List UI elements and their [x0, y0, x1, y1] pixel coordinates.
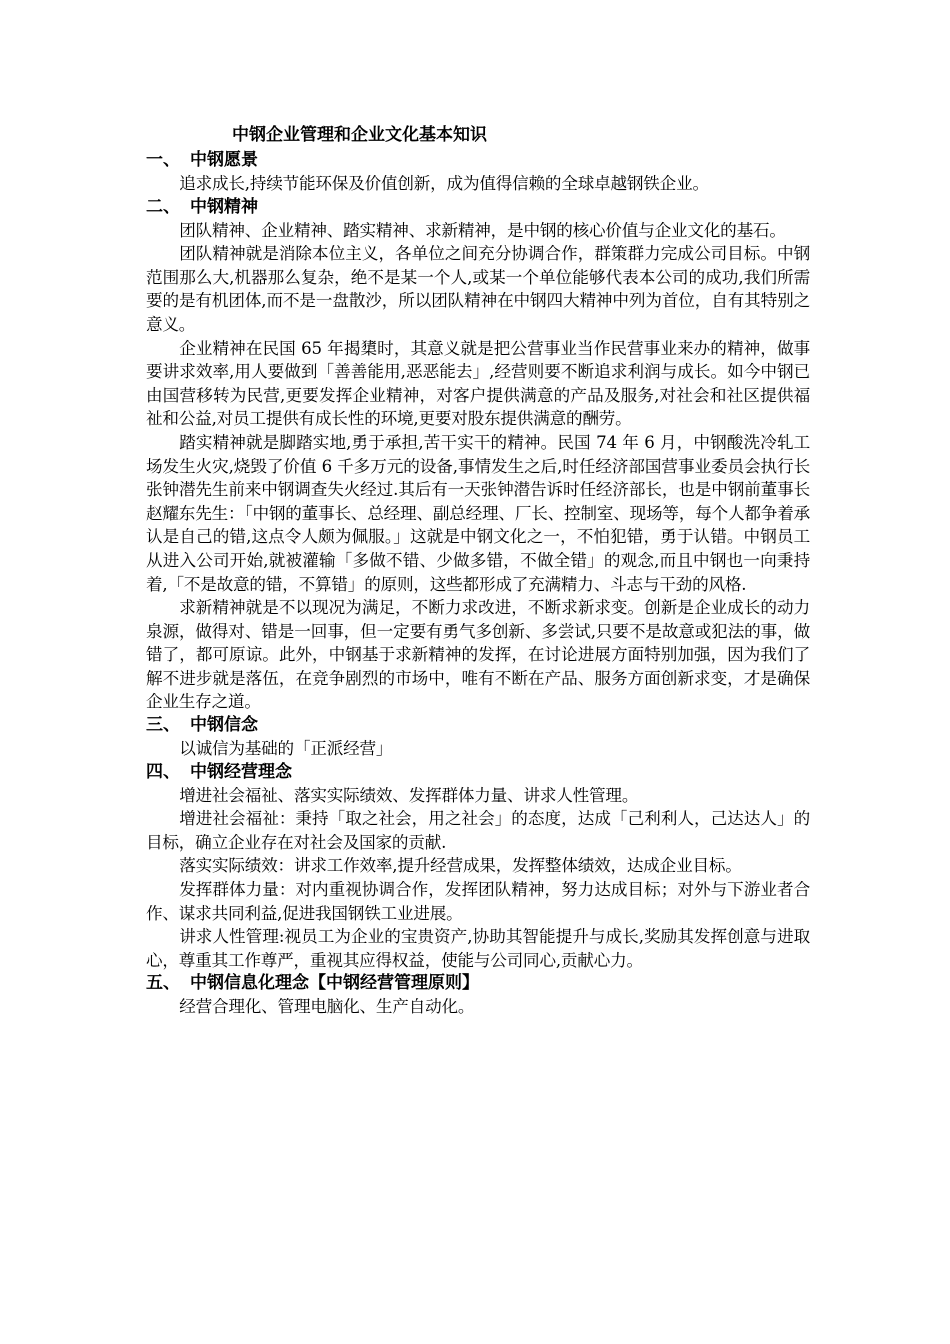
- section-heading-informatization: [146, 972, 810, 995]
- section-heading-belief: [146, 714, 810, 737]
- section-title: 中钢愿景: [190, 150, 258, 170]
- paragraph: 增进社会福祉：秉持「取之社会，用之社会」的态度，达成「己利利人，己达达人」的目标，确立企业存在对社会及国家的贡献.: [146, 809, 810, 852]
- paragraph: 讲求人性管理:视员工为企业的宝贵资产,协助其智能提升与成长,奖励其发挥创意与进取心，尊重其工作尊严，重视其应得权益，使能与公司同心,贡献心力。: [146, 927, 810, 970]
- section-title: 中钢信息化理念【中钢经营管理原则】: [190, 973, 479, 994]
- section-number: 三、: [146, 715, 180, 736]
- paragraph: 企业精神在民国 65 年揭橥时，其意义就是把公营事业当作民营事业来办的精神，做事要讲求效率,用人要做到「善善能用,恶恶能去」,经营则要不断追求利润与成长。如今中钢已由国营移转为民营,更要发挥企业精神，对客户提供满意的产品及服务,对社会和社区提供福祉和公益,对员工提供有成长性的环境,更要对股东提供满意的酬劳。: [146, 338, 810, 429]
- paragraph: 以诚信为基础的「正派经营」: [179, 739, 393, 759]
- document-title: 中钢企业管理和企业文化基本知识: [232, 125, 487, 145]
- paragraph: 求新精神就是不以现况为满足，不断力求改进，不断求新求变。创新是企业成长的动力泉源，做得对、错是一回事，但一定要有勇气多创新、多尝试,只要不是故意或犯法的事，做错了，都可原谅。此外，中钢基于求新精神的发挥，在讨论进展方面特别加强，因为我们了解不进步就是落伍，在竞争剧烈的市场中，唯有不断在产品、服务方面创新求变，才是确保企业生存之道。: [146, 598, 810, 712]
- section-heading-philosophy: [146, 761, 810, 784]
- paragraph: 团队精神、企业精神、踏实精神、求新精神，是中钢的核心价值与企业文化的基石。: [179, 220, 786, 240]
- document-page: [146, 124, 810, 1019]
- section-title: 中钢精神: [190, 196, 258, 217]
- paragraph: 增进社会福祉、落实实际绩效、发挥群体力量、讲求人性管理。: [179, 785, 639, 805]
- paragraph: 追求成长,持续节能环保及价值创新，成为值得信赖的全球卓越钢铁企业。: [179, 174, 709, 193]
- section-number: 一、: [146, 150, 180, 170]
- section-title: 中钢经营理念: [190, 761, 292, 782]
- paragraph: 落实实际绩效：讲求工作效率,提升经营成果，发挥整体绩效，达成企业目标。: [179, 856, 742, 876]
- paragraph: 发挥群体力量：对内重视协调合作，发挥团队精神，努力达成目标；对外与下游业者合作、谋求共同利益,促进我国钢铁工业进展。: [146, 880, 810, 923]
- section-heading-vision: [146, 149, 810, 172]
- paragraph: 经营合理化、管理电脑化、生产自动化。: [179, 997, 475, 1017]
- section-number: 五、: [146, 973, 180, 994]
- section-title: 中钢信念: [190, 715, 258, 736]
- paragraph: 踏实精神就是脚踏实地,勇于承担,苦干实干的精神。民国 74 年 6 月，中钢酸洗冷轧工场发生火灾,烧毁了价值 6 千多万元的设备,事情发生之后,时任经济部国营事业委员会执行长张钟潜先生前来中钢调查失火经过.其后有一天张钟潜告诉时任经济部长，也是中钢前董事长赵耀东先生：「中钢的董事长、总经理、副总经理、厂长、控制室、现场等，每个人都争着承认是自己的错,这点令人颇为佩服。」这就是中钢文化之一，不怕犯错，勇于认错。中钢员工从进入公司开始,就被灌输「多做不错、少做多错，不做全错」的观念,而且中钢也一向秉持着,「不是故意的错，不算错」的原则，这些都形成了充满精力、斗志与干劲的风格.: [146, 432, 810, 594]
- section-heading-spirit: [146, 196, 810, 219]
- section-number: 四、: [146, 761, 180, 782]
- section-number: 二、: [146, 196, 180, 217]
- paragraph: 团队精神就是消除本位主义，各单位之间充分协调合作，群策群力完成公司目标。中钢范围那么大,机器那么复杂，绝不是某一个人,或某一个单位能够代表本公司的成功,我们所需要的是有机团体,而不是一盘散沙，所以团队精神在中钢四大精神中列为首位，自有其特别之意义。: [146, 244, 810, 334]
